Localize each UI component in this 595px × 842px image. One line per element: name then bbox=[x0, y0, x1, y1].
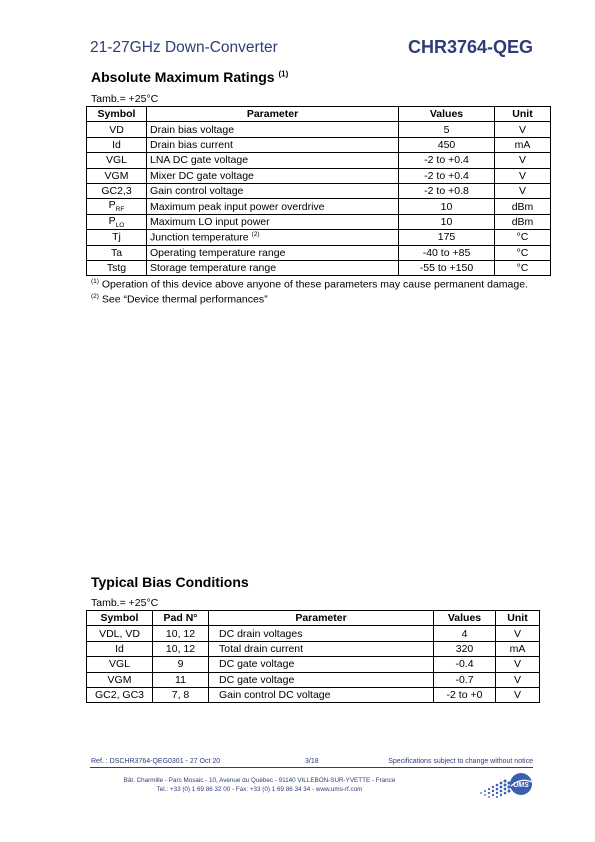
footer-address: Bât. Charmille - Parc Mosaic - 10, Avenue du Québec - 91140 VILLEBON-SUR-YVETTE - France bbox=[123, 777, 396, 784]
parameter-cell: Maximum peak input power overdrive bbox=[147, 199, 399, 214]
unit-cell: V bbox=[495, 153, 551, 168]
table-row bbox=[87, 122, 551, 137]
unit-cell: V bbox=[496, 687, 540, 702]
page-number: 3/18 bbox=[305, 758, 319, 765]
pad-cell: 11 bbox=[153, 672, 209, 687]
pad-cell: 9 bbox=[153, 657, 209, 672]
table-row bbox=[87, 687, 540, 702]
value-cell: 5 bbox=[399, 122, 495, 137]
value-cell: 175 bbox=[399, 230, 495, 245]
symbol-text: P bbox=[108, 214, 116, 227]
unit-cell: °C bbox=[495, 260, 551, 275]
abs-max-table bbox=[86, 106, 551, 276]
footnote-2 bbox=[91, 293, 268, 306]
footnote-1 bbox=[91, 278, 528, 291]
footer-divider bbox=[90, 767, 533, 768]
unit-cell: °C bbox=[495, 245, 551, 260]
unit-cell: V bbox=[495, 122, 551, 137]
symbol-cell: VD bbox=[87, 122, 147, 137]
value-cell: -2 to +0.8 bbox=[399, 183, 495, 198]
symbol-cell: GC2,3 bbox=[87, 183, 147, 198]
parameter-cell: Mixer DC gate voltage bbox=[147, 168, 399, 183]
unit-cell: dBm bbox=[495, 214, 551, 229]
symbol-cell: Id bbox=[87, 641, 153, 656]
value-cell: -0.7 bbox=[434, 672, 496, 687]
column-header: Symbol bbox=[87, 107, 147, 122]
column-header: Symbol bbox=[87, 611, 153, 626]
abs-max-title bbox=[91, 69, 288, 85]
value-cell: -40 to +85 bbox=[399, 245, 495, 260]
symbol-cell: Tstg bbox=[87, 260, 147, 275]
table-row bbox=[87, 672, 540, 687]
value-cell: 320 bbox=[434, 641, 496, 656]
parameter-cell: Gain control DC voltage bbox=[209, 687, 434, 702]
unit-cell: mA bbox=[496, 641, 540, 656]
symbol-cell: Tj bbox=[87, 230, 147, 245]
symbol-cell: VGM bbox=[87, 672, 153, 687]
table-row bbox=[87, 245, 551, 260]
table-row bbox=[87, 626, 540, 641]
value-cell: -2 to +0 bbox=[434, 687, 496, 702]
footnote-mark: (1) bbox=[91, 278, 99, 285]
value-cell: -2 to +0.4 bbox=[399, 153, 495, 168]
document-subtitle: 21-27GHz Down-Converter bbox=[90, 39, 278, 56]
pad-cell: 10, 12 bbox=[153, 641, 209, 656]
parameter-text: Junction temperature bbox=[150, 231, 249, 244]
symbol-cell: VGL bbox=[87, 657, 153, 672]
symbol-cell: Id bbox=[87, 137, 147, 152]
parameter-cell: DC gate voltage bbox=[209, 672, 434, 687]
column-header: Pad N° bbox=[153, 611, 209, 626]
footer-contact: Tel.: +33 (0) 1 69 86 32 00 - Fax: +33 (0) 1 69 86 34 34 - www.ums-rf.com bbox=[156, 786, 363, 793]
column-header: Parameter bbox=[147, 107, 399, 122]
table-row bbox=[87, 137, 551, 152]
unit-cell: dBm bbox=[495, 199, 551, 214]
parameter-cell: Gain control voltage bbox=[147, 183, 399, 198]
bias-title: Typical Bias Conditions bbox=[91, 574, 249, 590]
column-header: Values bbox=[434, 611, 496, 626]
symbol-text: P bbox=[108, 199, 116, 212]
parameter-cell: DC drain voltages bbox=[209, 626, 434, 641]
unit-cell: V bbox=[496, 657, 540, 672]
parameter-cell bbox=[147, 230, 399, 245]
symbol-subscript: LO bbox=[115, 221, 125, 229]
symbol-cell bbox=[87, 214, 147, 229]
column-header: Values bbox=[399, 107, 495, 122]
column-header: Parameter bbox=[209, 611, 434, 626]
value-cell: -55 to +150 bbox=[399, 260, 495, 275]
value-cell: 10 bbox=[399, 214, 495, 229]
pad-cell: 7, 8 bbox=[153, 687, 209, 702]
unit-cell: °C bbox=[495, 230, 551, 245]
unit-cell: mA bbox=[495, 137, 551, 152]
value-cell: 4 bbox=[434, 626, 496, 641]
table-row bbox=[87, 214, 551, 229]
unit-cell: V bbox=[496, 672, 540, 687]
table-row bbox=[87, 183, 551, 198]
table-row bbox=[87, 153, 551, 168]
column-header: Unit bbox=[495, 107, 551, 122]
abs-max-title-text: Absolute Maximum Ratings bbox=[91, 69, 275, 85]
bias-table bbox=[86, 610, 540, 703]
bias-condition: Tamb.= +25°C bbox=[91, 597, 159, 609]
table-row bbox=[87, 199, 551, 214]
parameter-cell: Operating temperature range bbox=[147, 245, 399, 260]
table-row bbox=[87, 260, 551, 275]
table-row bbox=[87, 641, 540, 656]
bias-header-row bbox=[87, 611, 540, 626]
unit-cell: V bbox=[495, 183, 551, 198]
parameter-cell: Drain bias voltage bbox=[147, 122, 399, 137]
parameter-cell: Total drain current bbox=[209, 641, 434, 656]
symbol-cell: VDL, VD bbox=[87, 626, 153, 641]
symbol-cell: GC2, GC3 bbox=[87, 687, 153, 702]
footnote-mark: (2) bbox=[251, 231, 260, 239]
value-cell: -2 to +0.4 bbox=[399, 168, 495, 183]
abs-max-condition: Tamb.= +25°C bbox=[91, 93, 159, 105]
abs-max-title-note: (1) bbox=[278, 69, 289, 79]
unit-cell: V bbox=[495, 168, 551, 183]
value-cell: 10 bbox=[399, 199, 495, 214]
parameter-cell: Maximum LO input power bbox=[147, 214, 399, 229]
parameter-cell: Storage temperature range bbox=[147, 260, 399, 275]
footnote-text: Operation of this device above anyone of these parameters may cause permanent damage. bbox=[101, 278, 528, 291]
part-number: CHR3764-QEG bbox=[407, 37, 533, 57]
table-row bbox=[87, 168, 551, 183]
footnote-mark: (2) bbox=[91, 293, 99, 300]
footer-disclaimer: Specifications subject to change without notice bbox=[388, 758, 533, 765]
column-header: Unit bbox=[496, 611, 540, 626]
parameter-cell: DC gate voltage bbox=[209, 657, 434, 672]
abs-max-header-row bbox=[87, 107, 551, 122]
symbol-cell: Ta bbox=[87, 245, 147, 260]
footnote-text: See “Device thermal performances” bbox=[101, 293, 268, 306]
symbol-cell bbox=[87, 199, 147, 214]
footer-reference: Ref. : DSCHR3764-QEG0301 - 27 Oct 20 bbox=[91, 758, 221, 765]
symbol-cell: VGL bbox=[87, 153, 147, 168]
logo-text: UMS bbox=[513, 782, 529, 789]
symbol-subscript: RF bbox=[115, 206, 125, 214]
table-row bbox=[87, 657, 540, 672]
value-cell: -0.4 bbox=[434, 657, 496, 672]
value-cell: 450 bbox=[399, 137, 495, 152]
parameter-cell: LNA DC gate voltage bbox=[147, 153, 399, 168]
table-row bbox=[87, 230, 551, 245]
symbol-cell: VGM bbox=[87, 168, 147, 183]
unit-cell: V bbox=[496, 626, 540, 641]
pad-cell: 10, 12 bbox=[153, 626, 209, 641]
ums-logo bbox=[478, 771, 538, 801]
parameter-cell: Drain bias current bbox=[147, 137, 399, 152]
